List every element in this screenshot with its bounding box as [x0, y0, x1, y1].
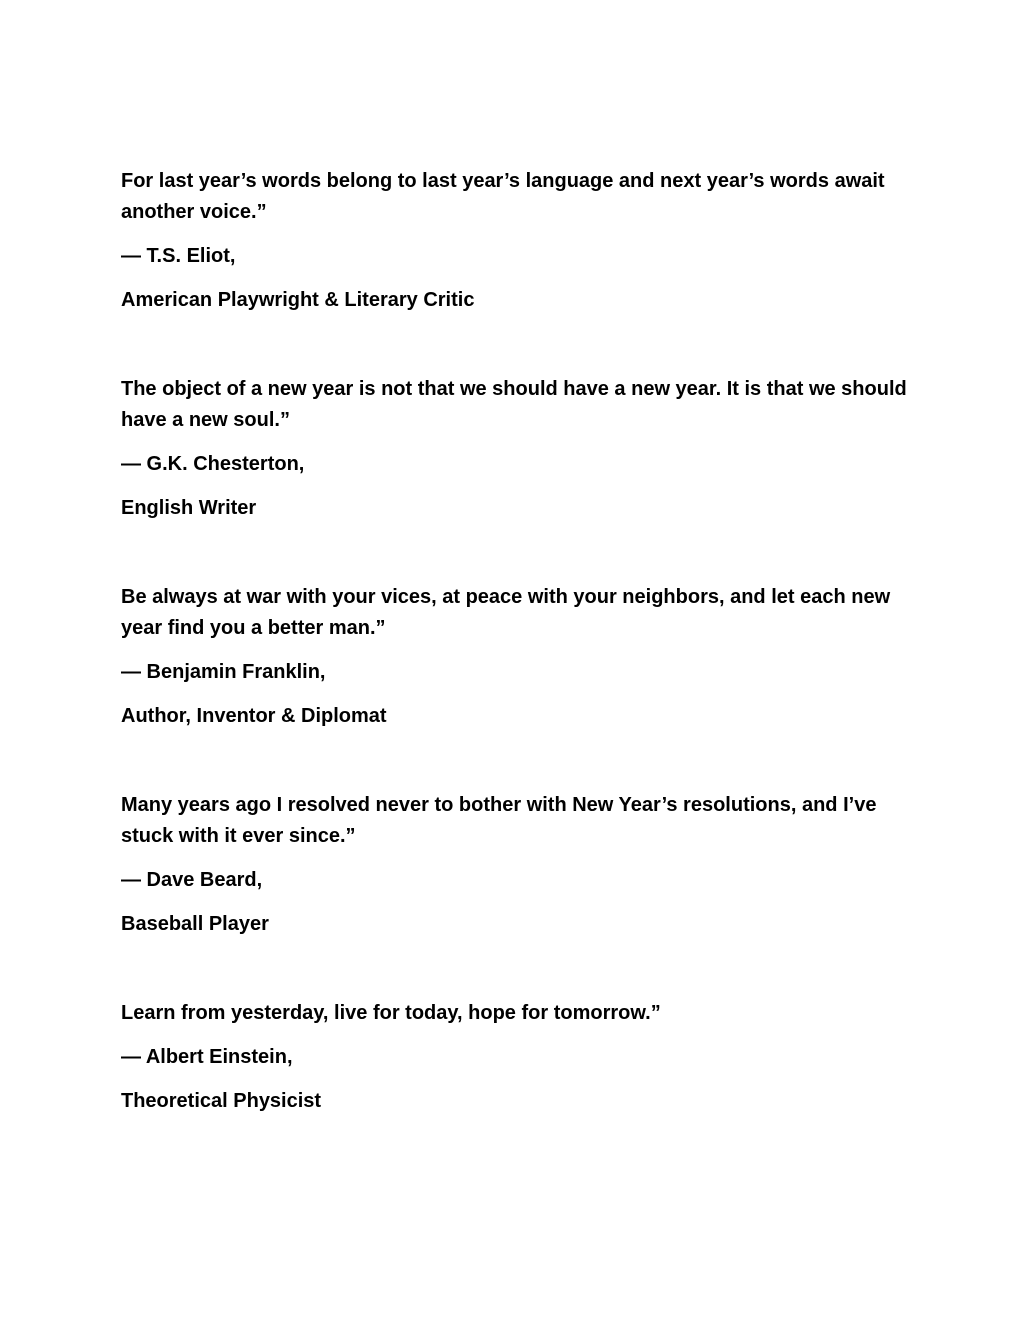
quote-block [121, 998, 911, 1206]
quote-block [121, 166, 911, 374]
quote-block [121, 582, 911, 790]
quote-author: — Albert Einstein, [121, 1046, 293, 1068]
quote-author-role: Baseball Player [121, 913, 269, 935]
quote-block [121, 790, 911, 998]
quote-text: Learn from yesterday, live for today, hope for tomorrow.” [121, 1002, 661, 1024]
quote-author: — T.S. Eliot, [121, 245, 236, 267]
quote-author: — Benjamin Franklin, [121, 661, 326, 683]
quote-block [121, 374, 911, 582]
quote-list [121, 166, 911, 1206]
quote-author-role: Theoretical Physicist [121, 1090, 322, 1112]
quote-text: For last year’s words belong to last year’s language and next year’s words await another voice.” [121, 170, 885, 223]
quote-author: — Dave Beard, [121, 869, 263, 891]
quote-text: The object of a new year is not that we should have a new year. It is that we should have a new soul.” [121, 378, 907, 431]
quote-author-role: Author, Inventor & Diplomat [121, 705, 387, 727]
quote-author: — G.K. Chesterton, [121, 453, 305, 475]
quote-author-role: English Writer [121, 497, 257, 519]
quote-author-role: American Playwright & Literary Critic [121, 289, 475, 311]
quote-text: Many years ago I resolved never to bother with New Year’s resolutions, and I’ve stuck with it ever since.” [121, 794, 877, 847]
quote-text: Be always at war with your vices, at peace with your neighbors, and let each new year find you a better man.” [121, 586, 891, 639]
